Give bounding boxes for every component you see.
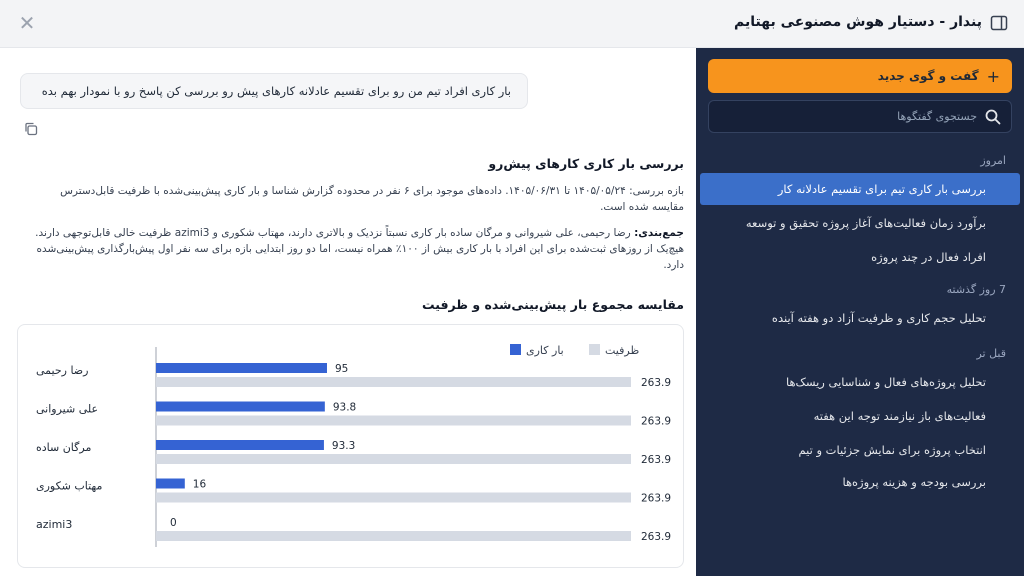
response-paragraph-period: بازه بررسی: ۱۴۰۵/۰۵/۲۴ تا ۱۴۰۵/۰۶/۳۱. داده‌های موجود برای ۶ نفر در محدوده گزارش شناسا و بار کاری پیش‌بینی‌شده با ظرفیت قابل‌دسترس مقایسه شده است. (60, 185, 684, 213)
chat-item-project-details[interactable]: انتخاب پروژه برای نمایش جزئیات و تیم (798, 443, 986, 457)
legend-label-capacity: ظرفیت (605, 344, 640, 357)
new-chat-label: گفت و گوی جدید (877, 69, 979, 83)
group-label-last-7-days: 7 روز گذشته (946, 283, 1006, 296)
search-box (708, 100, 1012, 133)
bar-capacity-3 (156, 493, 631, 503)
search-input[interactable] (717, 110, 977, 123)
workload-chart-svg (18, 325, 685, 569)
chat-item-budget-review[interactable]: بررسی بودجه و هزینه پروژه‌ها (842, 475, 986, 489)
bar-capacity-1 (156, 416, 631, 426)
bar-workload-3 (156, 479, 185, 489)
value-label-capacity-0: 263.9 (641, 377, 672, 389)
group-label-earlier: قبل تر (976, 347, 1006, 360)
legend-swatch-workload (510, 344, 521, 355)
legend-label-workload: بار کاری (526, 344, 564, 357)
chat-panel (0, 48, 696, 576)
chat-item-multi-project-people[interactable]: افراد فعال در چند پروژه (871, 250, 986, 264)
category-label-4: azimi3 (36, 518, 73, 531)
group-label-today: امروز (980, 154, 1006, 167)
value-label-workload-1: 93.8 (332, 401, 357, 414)
value-label-workload-2: 93.3 (331, 440, 356, 452)
copy-icon[interactable] (24, 122, 38, 136)
chart-title: مقایسه مجموع بار پیش‌بینی‌شده و ظرفیت (421, 297, 684, 312)
close-icon[interactable]: ✕ (18, 11, 36, 35)
legend-swatch-capacity (589, 344, 600, 355)
plus-icon: + (986, 66, 1000, 86)
category-label-2: مرگان ساده (36, 441, 92, 454)
bar-workload-1 (156, 402, 325, 412)
bar-capacity-0 (156, 377, 631, 387)
summary-label: جمع‌بندی: (634, 227, 684, 239)
value-label-capacity-1: 263.9 (641, 415, 672, 428)
value-label-capacity-3: 263.9 (641, 492, 672, 505)
value-label-workload-4: 0 (170, 517, 177, 529)
top-bar (0, 0, 1024, 48)
bar-workload-0 (156, 363, 327, 373)
category-label-1: علی شیروانی (36, 402, 99, 416)
search-icon (985, 109, 1001, 125)
chat-item-workload-review[interactable]: بررسی بار کاری تیم برای تقسیم عادلانه کار (700, 173, 1020, 205)
sidebar (696, 48, 1024, 576)
chat-item-rnd-estimate[interactable]: برآورد زمان فعالیت‌های آغاز پروژه تحقیق و توسعه (745, 216, 986, 230)
value-label-workload-0: 95 (334, 363, 349, 375)
category-label-3: مهتاب شکوری (36, 479, 103, 493)
bar-capacity-2 (156, 454, 631, 464)
new-chat-button[interactable] (708, 59, 1012, 93)
chat-item-open-activities[interactable]: فعالیت‌های باز نیازمند توجه این هفته (813, 409, 986, 423)
workload-chart (17, 324, 684, 568)
summary-text: رضا رحیمی، علی شیروانی و مرگان ساده بار کاری نسبتاً نزدیک و بالاتری دارند، مهتاب شکوری و azimi3 ظرفیت خالی قابل‌توجهی دارند. هیچ‌یک از روزهای ثبت‌شده برای این افراد با بار کاری بیش از ۱۰۰٪ همراه نیست، اما دو روز ابتدایی بازه برای سه نفر اول پیش‌بارگذاری پیش‌بینی‌شده دارد. (35, 227, 684, 271)
value-label-capacity-2: 263.9 (641, 454, 672, 466)
sidebar-toggle-icon[interactable] (990, 14, 1008, 32)
category-label-0: رضا رحیمی (36, 364, 89, 377)
bar-capacity-4 (156, 531, 631, 541)
user-message: بار کاری افراد تیم من رو برای تقسیم عادلانه کارهای پیش رو بررسی کن پاسخ رو با نمودار بهم بده (20, 73, 528, 109)
app-title: پندار - دستیار هوش مصنوعی بهتایم (734, 14, 982, 30)
bar-workload-2 (156, 440, 324, 450)
response-title: بررسی بار کاری کارهای پیش‌رو (488, 156, 684, 171)
value-label-workload-3: 16 (192, 478, 207, 491)
chat-item-capacity-analysis[interactable]: تحلیل حجم کاری و ظرفیت آزاد دو هفته آینده (771, 311, 986, 325)
chat-item-active-projects-risks[interactable]: تحلیل پروژه‌های فعال و شناسایی ریسک‌ها (785, 375, 986, 389)
response-paragraph-summary (34, 225, 684, 273)
value-label-capacity-4: 263.9 (641, 531, 672, 543)
